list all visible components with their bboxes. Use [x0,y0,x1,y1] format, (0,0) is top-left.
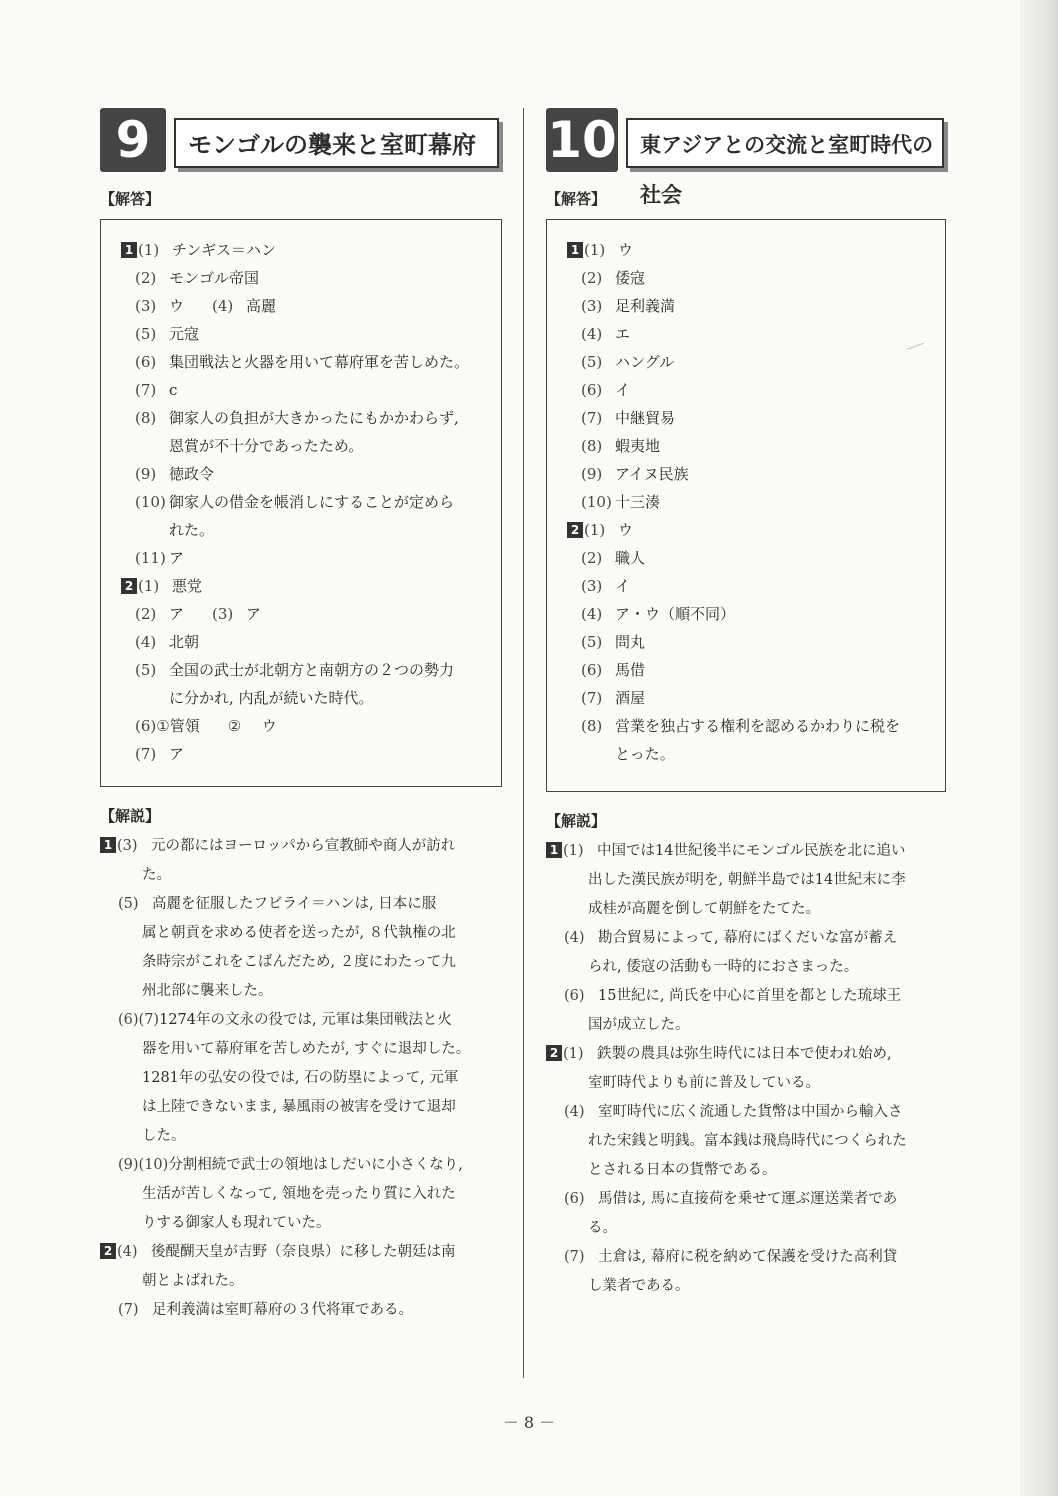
item-text: ウ [618,521,634,539]
list-item [100,1209,502,1238]
item-text: れた宋銭と明銭。富本銭は飛鳥時代につくられた [588,1133,907,1149]
item-number: (4) [581,325,603,343]
question-group-marker: 2 [567,522,583,538]
question-group-marker: 2 [121,578,137,594]
item-text: 十三湊 [615,493,661,511]
item-number: (9) [581,465,603,483]
item-text: 問丸 [615,633,646,651]
item-number: ② [227,717,242,735]
section-title: 東アジアとの交流と室町時代の社会 [626,118,944,168]
list-item [546,1040,946,1069]
item-text: イ [615,381,631,399]
item-text: 管領 [169,717,200,735]
section-number: 10 [546,108,618,172]
item-number: (3) [117,838,138,854]
item-number: (1) [138,241,160,259]
page-number: － 8 － [502,1413,556,1432]
item-text: 全国の武士が北朝方と南朝方の２つの勢力 [169,661,455,679]
list-item [546,1185,946,1214]
list-item [567,656,935,684]
item-text: 職人 [615,549,646,567]
item-number: (10) [581,493,612,511]
item-number: (10) [135,493,166,511]
item-number: (7) [564,1249,585,1265]
list-item [567,264,935,292]
list-item [567,572,935,600]
list-item [100,832,502,861]
item-number: (2) [135,605,157,623]
item-number: (4) [117,1244,138,1260]
list-item [121,432,491,460]
list-item [567,600,935,628]
list-item [567,432,935,460]
question-group-marker: 1 [546,842,562,858]
list-item [567,544,935,572]
list-item [100,861,502,890]
item-text: 北朝 [169,633,200,651]
list-item [121,516,491,544]
item-text: 勘合貿易によって, 幕府にばくだいな富が蓄え [598,930,898,946]
list-item [546,953,946,982]
item-text: 倭寇 [615,269,646,287]
item-text: ア・ウ（順不同） [615,605,736,623]
list-item [567,320,935,348]
list-item [100,1006,502,1035]
list-item [121,488,491,516]
item-text: 後醍醐天皇が吉野（奈良県）に移した朝廷は南 [151,1244,456,1260]
item-text: 15世紀に, 尚氏を中心に首里を都とした琉球王 [598,988,902,1004]
list-item [546,1214,946,1243]
list-item [546,1127,946,1156]
list-item [100,1267,502,1296]
section-header [100,108,502,174]
list-item [121,236,491,264]
item-text: ア [246,605,262,623]
item-number: (1) [563,1046,584,1062]
list-item [546,982,946,1011]
item-text: 蝦夷地 [615,437,661,455]
item-number: (4) [212,297,234,315]
item-number: (6) [564,1191,585,1207]
item-number: (4) [564,1104,585,1120]
list-item [567,488,935,516]
list-item [100,890,502,919]
item-text: 条時宗がこれをこばんだため, ２度にわたって九 [142,954,456,970]
list-item [567,740,935,768]
item-number: (3) [135,297,157,315]
item-text: アイヌ民族 [615,465,689,483]
item-text: りする御家人も現れていた。 [142,1215,331,1231]
list-item [100,1180,502,1209]
item-text: 高麗 [246,297,277,315]
list-item [121,628,491,656]
list-item [546,1243,946,1272]
item-text: に分かれ, 内乱が続いた時代。 [169,689,374,707]
item-number: (1) [584,241,606,259]
item-number: (6)(7) [118,1012,160,1028]
item-number: (6) [564,988,585,1004]
item-number: (6) [581,661,603,679]
item-text: 元の都にはヨーロッパから宣教師や商人が訪れ [151,838,456,854]
list-item [121,712,491,740]
item-number: (2) [581,549,603,567]
item-text: は上陸できないまま, 暴風雨の被害を受けて退却 [142,1099,456,1115]
list-item [121,376,491,404]
list-item [567,712,935,740]
explanation-list [546,837,946,1301]
list-item [121,656,491,684]
item-text: 室町時代に広く流通した貨幣は中国から輸入さ [598,1104,903,1120]
item-text: 国が成立した。 [588,1017,690,1033]
item-number: (8) [581,437,603,455]
section-10 [546,108,946,1301]
item-text: 1281年の弘安の役では, 石の防塁によって, 元軍 [142,1070,459,1086]
item-text: 高麗を征服したフビライ＝ハンは, 日本に服 [152,896,437,912]
item-number: (9) [135,465,157,483]
item-number: (7) [135,745,157,763]
item-text: 元寇 [169,325,200,343]
page-edge-shadow [1020,0,1058,1496]
answer-label: 【解答】 [546,190,607,208]
item-text: とった。 [615,745,675,763]
item-text: 属と朝貢を求める使者を送ったが, ８代執権の北 [142,925,456,941]
item-text: モンゴル帝国 [169,269,260,287]
answer-box [546,219,946,792]
list-item [121,600,491,628]
list-item [100,1122,502,1151]
item-number: (4) [135,633,157,651]
list-item [100,1064,502,1093]
item-text: 中継貿易 [615,409,676,427]
list-item [567,292,935,320]
item-text: 馬借は, 馬に直接荷を乗せて運ぶ運送業者であ [598,1191,898,1207]
section-9 [100,108,502,1325]
item-text: 州北部に襲来した。 [142,983,273,999]
question-group-marker: 2 [546,1045,562,1061]
item-number: (6)① [135,717,170,735]
item-text: 御家人の借金を帳消しにすることが定めら [169,493,455,511]
answer-label: 【解答】 [100,190,161,208]
explanation-list [100,832,502,1325]
section-number: 9 [100,108,166,172]
explanation-label: 【解説】 [546,812,607,830]
item-text: 成桂が高麗を倒して朝鮮をたてた。 [588,901,820,917]
item-text: ハングル [615,353,675,371]
item-number: (11) [135,549,166,567]
list-item [121,348,491,376]
list-item [546,1011,946,1040]
item-number: (5) [581,353,603,371]
column-divider [523,108,524,1378]
answer-box [100,219,502,787]
item-text: エ [615,325,631,343]
list-item [121,684,491,712]
item-number: (7) [118,1302,139,1318]
item-number: (3) [581,577,603,595]
list-item [100,1035,502,1064]
list-item [546,1098,946,1127]
list-item [567,348,935,376]
item-text: ウ [169,297,185,315]
list-item [567,236,935,264]
item-number: (5) [581,633,603,651]
explanation-label: 【解説】 [100,807,161,825]
item-number: (7) [135,381,157,399]
list-item [546,924,946,953]
item-text: 鉄製の農具は弥生時代には日本で使われ始め, [597,1046,892,1062]
item-number: (4) [564,930,585,946]
question-group-marker: 1 [100,837,116,853]
item-text: 器を用いて幕府軍を苦しめたが, すぐに退却した。 [142,1041,471,1057]
item-text: イ [615,577,631,595]
list-item [567,460,935,488]
item-text: 御家人の負担が大きかったにもかかわらず, [169,409,459,427]
item-number: (2) [581,269,603,287]
item-text: 室町時代よりも前に普及している。 [588,1075,820,1091]
item-text: ウ [261,717,277,735]
item-text: 集団戦法と火器を用いて幕府軍を苦しめた。 [169,353,470,371]
item-text: 朝とよばれた。 [142,1273,244,1289]
list-item [546,1156,946,1185]
item-text: 分割相続で武士の領地はしだいに小さくなり, [168,1157,463,1173]
list-item [121,264,491,292]
item-text: 徳政令 [169,465,215,483]
item-text: られ, 倭寇の活動も一時的におさまった。 [588,959,859,975]
item-text: 出した漢民族が明を, 朝鮮半島では14世紀末に李 [588,872,906,888]
item-number: (6) [135,353,157,371]
item-text: 酒屋 [615,689,646,707]
item-text: た。 [142,867,171,883]
item-number: (3) [581,297,603,315]
item-text: 中国では14世紀後半にモンゴル民族を北に追い [597,843,906,859]
item-text: 足利義満 [615,297,676,315]
item-number: (2) [135,269,157,287]
item-number: (1) [584,521,606,539]
list-item [546,1272,946,1301]
list-item [100,1093,502,1122]
item-number: (6) [581,381,603,399]
list-item [546,1069,946,1098]
item-text: した。 [142,1128,186,1144]
item-text: チンギス＝ハン [172,241,276,259]
item-number: (3) [212,605,234,623]
list-item [567,376,935,404]
item-text: ア [169,549,185,567]
list-item [567,516,935,544]
list-item [100,1238,502,1267]
list-item [546,895,946,924]
item-text: c [169,381,178,399]
item-text: ア [169,605,185,623]
item-number: (5) [135,661,157,679]
item-number: (9)(10) [118,1157,169,1173]
item-number: (4) [581,605,603,623]
list-item [567,404,935,432]
section-title: モンゴルの襲来と室町幕府 [174,118,499,168]
list-item [121,572,491,600]
item-text: 馬借 [615,661,646,679]
list-item [100,919,502,948]
item-text: 足利義満は室町幕府の３代将軍である。 [152,1302,413,1318]
list-item [121,544,491,572]
list-item [100,977,502,1006]
list-item [546,866,946,895]
list-item [567,684,935,712]
question-group-marker: 1 [567,242,583,258]
item-text: れた。 [169,521,215,539]
list-item [121,292,491,320]
item-number: (1) [563,843,584,859]
question-group-marker: 2 [100,1243,116,1259]
item-text: 恩賞が不十分であったため。 [169,437,364,455]
item-text: 生活が苦しくなって, 領地を売ったり質に入れた [142,1186,456,1202]
item-number: (1) [138,577,160,595]
list-item [121,460,491,488]
item-text: ア [169,745,185,763]
item-number: (7) [581,689,603,707]
item-text: 土倉は, 幕府に税を納めて保護を受けた高利貸 [598,1249,898,1265]
item-text: し業者である。 [588,1278,690,1294]
item-number: (7) [581,409,603,427]
item-text: 悪党 [172,577,203,595]
list-item [121,404,491,432]
list-item [546,837,946,866]
list-item [100,1151,502,1180]
question-group-marker: 1 [121,242,137,258]
item-text: 営業を独占する権利を認めるかわりに税を [615,717,901,735]
item-number: (5) [135,325,157,343]
list-item [100,948,502,977]
item-text: とされる日本の貨幣である。 [588,1162,777,1178]
item-text: る。 [588,1220,617,1236]
list-item [121,740,491,768]
list-item [121,320,491,348]
item-number: (8) [581,717,603,735]
list-item [567,628,935,656]
item-number: (5) [118,896,139,912]
list-item [100,1296,502,1325]
item-text: ウ [618,241,634,259]
item-number: (8) [135,409,157,427]
item-text: 1274年の文永の役では, 元軍は集団戦法と火 [159,1012,452,1028]
